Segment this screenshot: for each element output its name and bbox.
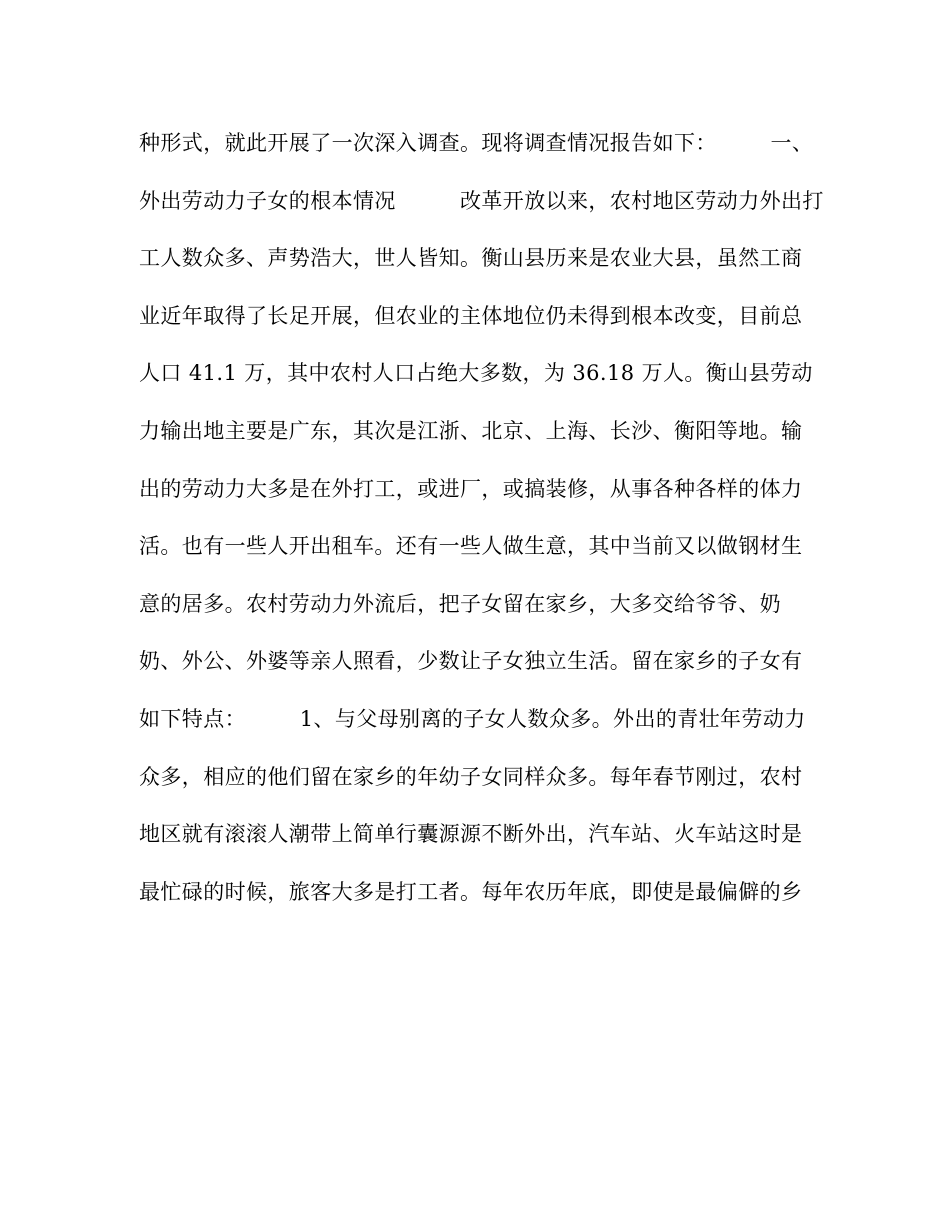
text-line: 奶、外公、外婆等亲人照看，少数让子女独立生活。留在家乡的子女有 (139, 649, 803, 674)
text-line: 地区就有滚滚人潮带上简单行囊源源不断外出，汽车站、火车站这时是 (139, 822, 803, 847)
text-line: 意的居多。农村劳动力外流后，把子女留在家乡，大多交给爷爷、奶 (139, 591, 781, 616)
text-line: 出的劳动力大多是在外打工，或进厂，或搞装修，从事各种各样的体力 (139, 476, 803, 501)
text-line: 外出劳动力子女的根本情况 改革开放以来，农村地区劳动力外出打 (139, 188, 824, 213)
text-line: 众多，相应的他们留在家乡的年幼子女同样众多。每年春节刚过，农村 (139, 764, 803, 789)
text-line: 活。也有一些人开出租车。还有一些人做生意，其中当前又以做钢材生 (139, 534, 803, 559)
text-line: 工人数众多、声势浩大，世人皆知。衡山县历来是农业大县，虽然工商 (139, 246, 803, 271)
text-line: 如下特点： 1、与父母别离的子女人数众多。外出的青壮年劳动力 (139, 706, 806, 731)
body-text (139, 122, 829, 928)
text-line: 最忙碌的时候，旅客大多是打工者。每年农历年底，即使是最偏僻的乡 (139, 879, 803, 904)
text-line: 业近年取得了长足开展，但农业的主体地位仍未得到根本改变，目前总 (139, 303, 803, 328)
text-line: 人口 41.1 万，其中农村人口占绝大多数，为 36.18 万人。衡山县劳动 (139, 361, 813, 386)
text-line: 种形式，就此开展了一次深入调查。现将调查情况报告如下： 一、 (139, 131, 814, 155)
text-line: 力输出地主要是广东，其次是江浙、北京、上海、长沙、衡阳等地。输 (139, 418, 803, 443)
